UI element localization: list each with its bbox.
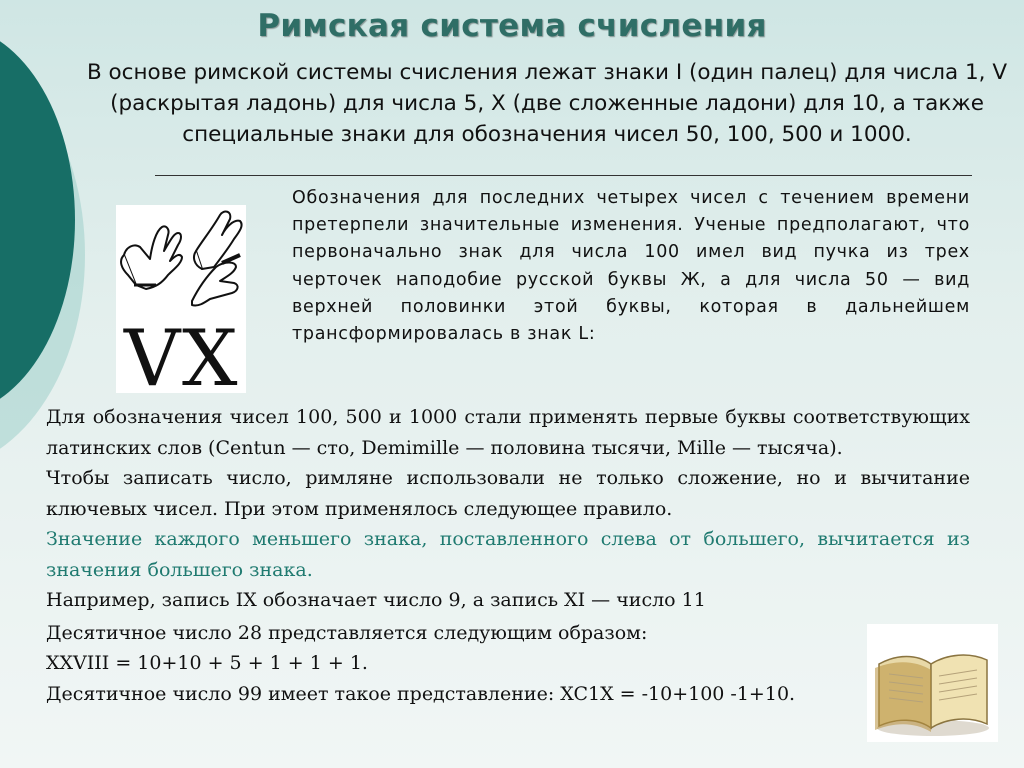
example-ix-xi: Например, запись IX обозначает число 9, а запись XI — число 11 bbox=[46, 589, 706, 611]
hands-v-x-icon bbox=[116, 205, 246, 393]
figure-letter-x: X bbox=[182, 314, 238, 393]
subtraction-rule: Значение каждого меньшего знака, поставленного слева от большего, вычитается из значения большего знака. bbox=[46, 528, 970, 581]
figure-letter-v: V bbox=[124, 314, 181, 393]
open-book-icon bbox=[867, 624, 998, 742]
decimal-28-heading: Десятичное число 28 представляется следующим образом: bbox=[46, 621, 648, 644]
formula-28: XXVIII = 10+10 + 5 + 1 + 1 + 1. bbox=[46, 652, 368, 674]
body-paragraph-subtraction: Чтобы записать число, римляне использовали не только сложение, но и вычитание ключевых чисел. При этом применялось следующее правило. bbox=[46, 467, 970, 520]
side-paragraph-part-1: Обозначения для последних четырех чисел с течением времени претерпели значительные изменения. Ученые предполагают, что первоначально знак для числа 100 имел вид пучка из трех черточек наподобие русской буквы Ж, а для числа 50 bbox=[292, 188, 970, 290]
decimal-99: Десятичное число 99 имеет такое представление: XC1X = -10+100 -1+10. bbox=[46, 682, 796, 705]
body-paragraph-latin-letters: Для обозначения чисел 100, 500 и 1000 стали применять первые буквы соответствующих латинских слов (Centun — сто, Demimille — половина тысячи, Mille — тысяча). bbox=[46, 406, 970, 459]
intro-paragraph: В основе римской системы счисления лежат знаки I (один палец) для числа 1, V (раскрытая ладонь) для числа 5, X (две сложенные ладони) для 10, а также специальные знаки для обозначения чисел 50, 100, 500 и 1000. bbox=[86, 60, 1008, 147]
divider-line bbox=[155, 175, 972, 176]
body-text bbox=[46, 402, 970, 709]
side-paragraph-part-2: вид верхней половинки этой буквы, которая в дальнейшем трансформировалась в знак L: bbox=[292, 269, 971, 345]
side-paragraph bbox=[292, 185, 970, 348]
side-dash: — bbox=[902, 269, 921, 290]
page-title: Римская система счисления bbox=[257, 8, 767, 44]
